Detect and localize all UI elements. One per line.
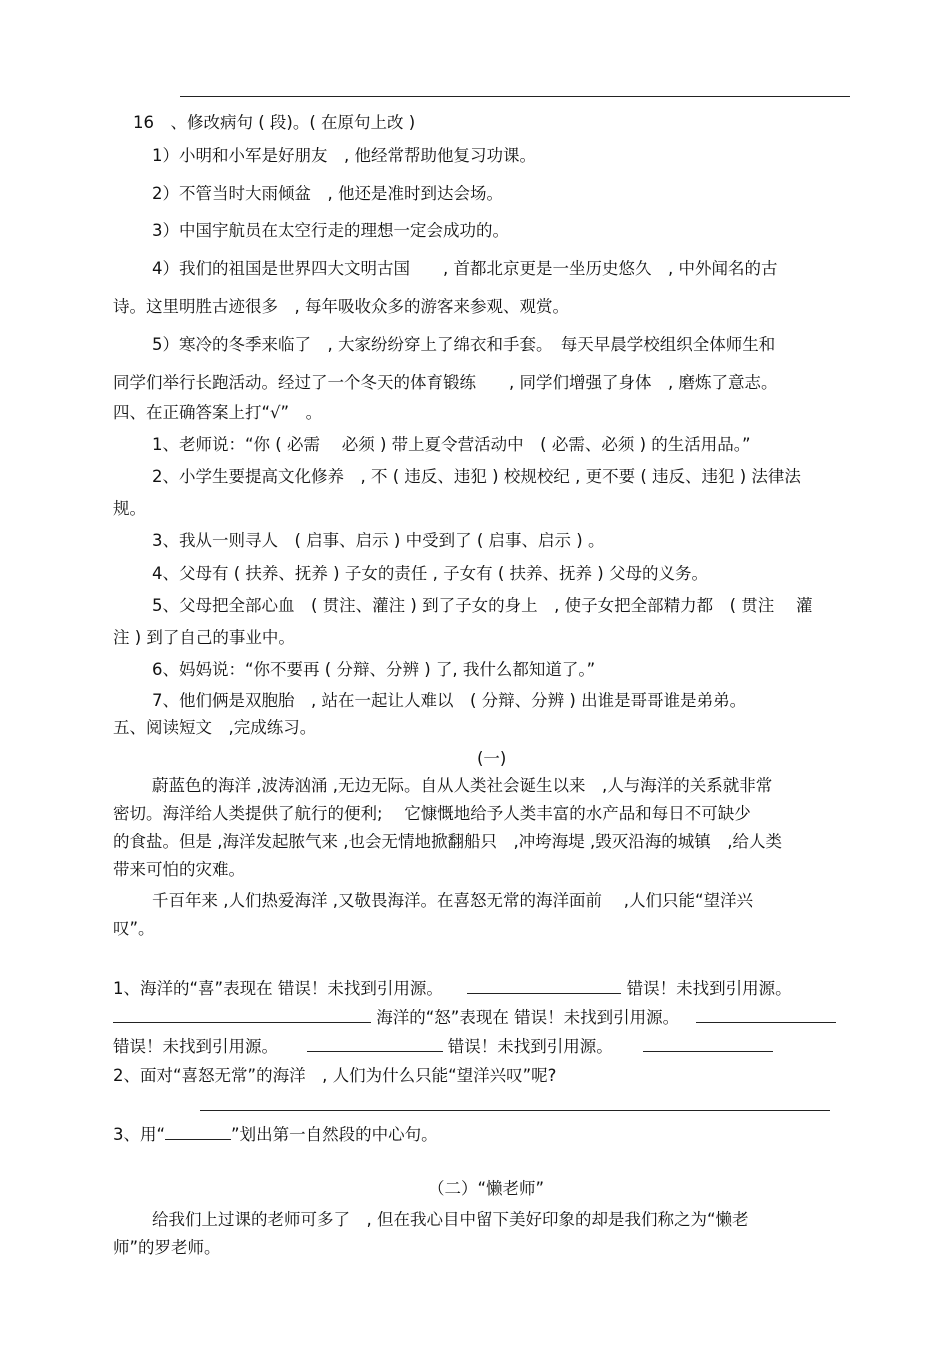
- s4-question-2-line-1: 2、小学生要提高文化修养 , 不 ( 违反、违犯 ) 校规校纪 , 更不要 ( 违反、违犯 ) 法律法: [152, 467, 801, 486]
- q1-part-d: 错误！未找到引用源。: [113, 1037, 278, 1056]
- q1-part-e: 错误！未找到引用源。: [447, 1037, 613, 1056]
- passage-1-para-1-line-2: 密切。海洋给人类提供了航行的便利; 它慷慨地给予人类丰富的水产品和每日不可缺少: [113, 804, 751, 823]
- q16-sentence-4-line-1: 4）我们的祖国是世界四大文明古国 , 首都北京更是一坐历史悠久 , 中外闻名的古: [152, 259, 778, 278]
- answer-line[interactable]: [200, 1110, 830, 1111]
- q1-part-c: 海洋的“怒”表现在 错误！未找到引用源。: [376, 1008, 680, 1027]
- s4-question-1: 1、老师说：“你 ( 必需 必须 ) 带上夏令营活动中 ( 必需、必须 ) 的生活用品。”: [152, 435, 751, 454]
- answer-blank[interactable]: [643, 1035, 773, 1052]
- q3-suffix: ”划出第一自然段的中心句。: [231, 1125, 438, 1144]
- q16-sentence-3: 3）中国宇航员在太空行走的理想一定会成功的。: [152, 221, 509, 240]
- q16-sentence-4-line-2: 诗。这里明胜古迹很多 , 每年吸收众多的游客来参观、观赏。: [113, 297, 569, 316]
- s4-question-3: 3、我从一则寻人 ( 启事、启示 ) 中受到了 ( 启事、启示 ) 。: [152, 531, 605, 550]
- passage-2-para-1-line-1: 给我们上过课的老师可多了 , 但在我心目中留下美好印象的却是我们称之为“懒老: [152, 1210, 749, 1229]
- q1-part-a: 1、海洋的“喜”表现在 错误！未找到引用源。: [113, 979, 443, 998]
- q16-sentence-2: 2）不管当时大雨倾盆 , 他还是准时到达会场。: [152, 184, 503, 203]
- s4-question-4: 4、父母有 ( 扶养、抚养 ) 子女的责任 , 子女有 ( 扶养、抚养 ) 父母的义务。: [152, 564, 708, 583]
- p1-question-3: [113, 1124, 438, 1146]
- header-rule: [180, 96, 850, 97]
- passage-1-para-1-line-4: 带来可怕的灾难。: [113, 860, 245, 879]
- passage-2-para-1-line-2: 师”的罗老师。: [113, 1238, 221, 1257]
- q16-sentence-1: 1）小明和小军是好朋友 , 他经常帮助他复习功课。: [152, 146, 536, 165]
- answer-blank[interactable]: [696, 1006, 836, 1023]
- answer-blank[interactable]: [113, 1006, 371, 1023]
- p1-question-1-line-1: [113, 977, 792, 1000]
- passage-1-para-2-line-2: 叹”。: [113, 919, 155, 938]
- q16-title: 16 、修改病句 ( 段)。( 在原句上改 ): [133, 113, 416, 132]
- passage-2-heading: （二）“懒老师”: [428, 1179, 545, 1198]
- passage-1-para-1-line-3: 的食盐。但是 ,海洋发起脓气来 ,也会无情地掀翻船只 ,冲垮海堤 ,毁灭沿海的城镇 ,给人类: [113, 832, 782, 851]
- q16-sentence-5-line-1: 5）寒冷的冬季来临了 , 大家纷纷穿上了绵衣和手套。 每天早晨学校组织全体师生和: [152, 335, 776, 354]
- p1-question-1-line-2: [113, 1006, 836, 1029]
- answer-blank[interactable]: [467, 977, 621, 994]
- p1-question-1-line-3: [113, 1035, 773, 1058]
- s4-question-5-line-1: 5、父母把全部心血 ( 贯注、灌注 ) 到了子女的身上 , 使子女把全部精力都 ( 贯注 灌: [152, 596, 813, 615]
- answer-blank[interactable]: [307, 1035, 443, 1052]
- section-4-title: 四、在正确答案上打“√” 。: [113, 403, 323, 422]
- q1-part-b: 错误！未找到引用源。: [626, 979, 792, 998]
- s4-question-7: 7、他们俩是双胞胎 , 站在一起让人难以 ( 分辩、分辨 ) 出谁是哥哥谁是弟弟。: [152, 691, 747, 710]
- underline-sample: [165, 1125, 231, 1140]
- p1-question-2: 2、面对“喜怒无常”的海洋 , 人们为什么只能“望洋兴叹”呢?: [113, 1066, 557, 1085]
- q16-sentence-5-line-2: 同学们举行长跑活动。经过了一个冬天的体育锻练 , 同学们增强了身体 , 磨炼了意志。: [113, 373, 778, 392]
- passage-1-heading: (一): [477, 749, 507, 768]
- s4-question-6: 6、妈妈说：“你不要再 ( 分辩、分辨 ) 了, 我什么都知道了。”: [152, 660, 596, 679]
- s4-question-2-line-2: 规。: [113, 499, 146, 518]
- section-5-title: 五、阅读短文 ,完成练习。: [113, 718, 317, 737]
- q3-prefix: 3、用“: [113, 1125, 166, 1144]
- passage-1-para-2-line-1: 千百年来 ,人们热爱海洋 ,又敬畏海洋。在喜怒无常的海洋面前 ,人们只能“望洋兴: [152, 891, 754, 910]
- passage-1-para-1-line-1: 蔚蓝色的海洋 ,波涛汹涌 ,无边无际。自从人类社会诞生以来 ,人与海洋的关系就非常: [152, 776, 773, 795]
- s4-question-5-line-2: 注 ) 到了自己的事业中。: [113, 628, 295, 647]
